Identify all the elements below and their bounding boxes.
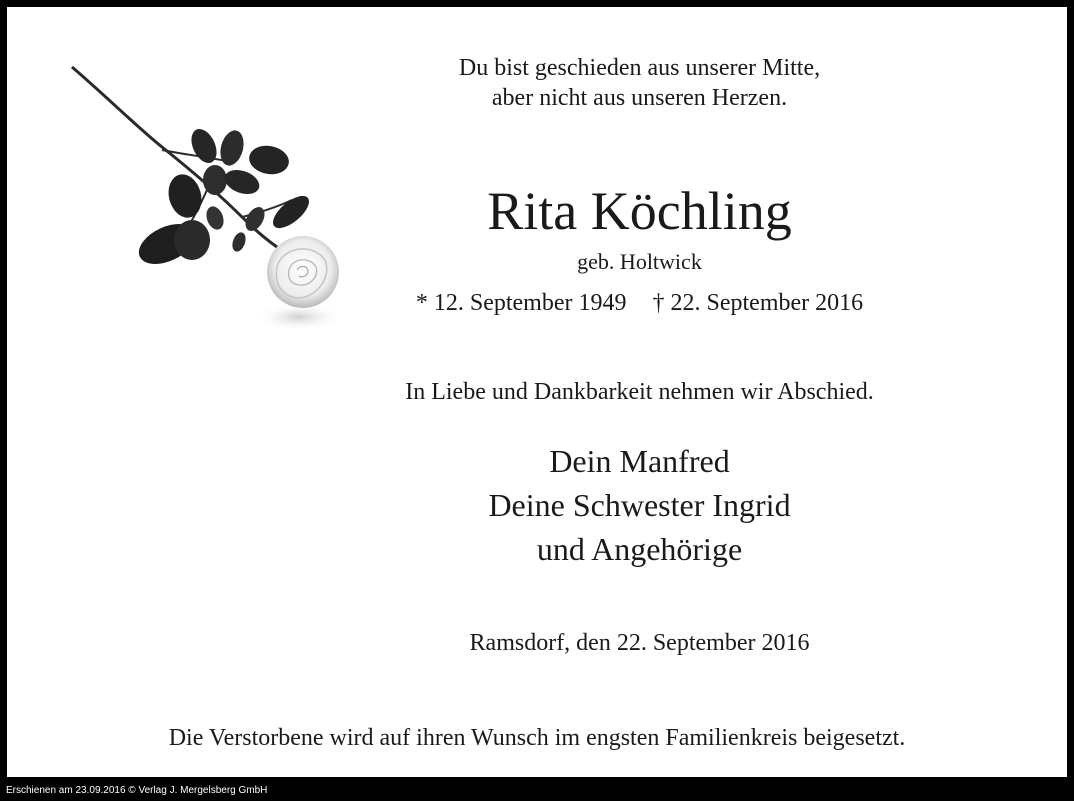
obituary-notice	[7, 7, 1067, 777]
death-date: † 22. September 2016	[652, 290, 864, 316]
deceased-name: Rita Köchling	[487, 181, 792, 241]
publication-footer: Erschienen am 23.09.2016 © Verlag J. Mergelsberg GmbH	[6, 785, 268, 796]
mourners-list	[317, 439, 962, 571]
mourner-line: Dein Manfred	[549, 443, 730, 479]
motto-line-2: aber nicht aus unseren Herzen.	[491, 85, 788, 111]
farewell-text: In Liebe und Dankbarkeit nehmen wir Abschied.	[405, 379, 874, 405]
mourner-line: Deine Schwester Ingrid	[488, 487, 791, 523]
mourner-line: und Angehörige	[536, 531, 743, 567]
burial-note: Die Verstorbene wird auf ihren Wunsch im engsten Familienkreis beigesetzt.	[168, 725, 906, 751]
birth-date: * 12. September 1949	[415, 290, 627, 316]
birth-name: geb. Holtwick	[577, 249, 702, 274]
place-date: Ramsdorf, den 22. September 2016	[469, 630, 810, 656]
white-rose-icon	[67, 62, 357, 332]
life-dates	[317, 288, 962, 318]
motto-line-1: Du bist geschieden aus unserer Mitte,	[458, 55, 821, 81]
motto	[317, 53, 962, 113]
